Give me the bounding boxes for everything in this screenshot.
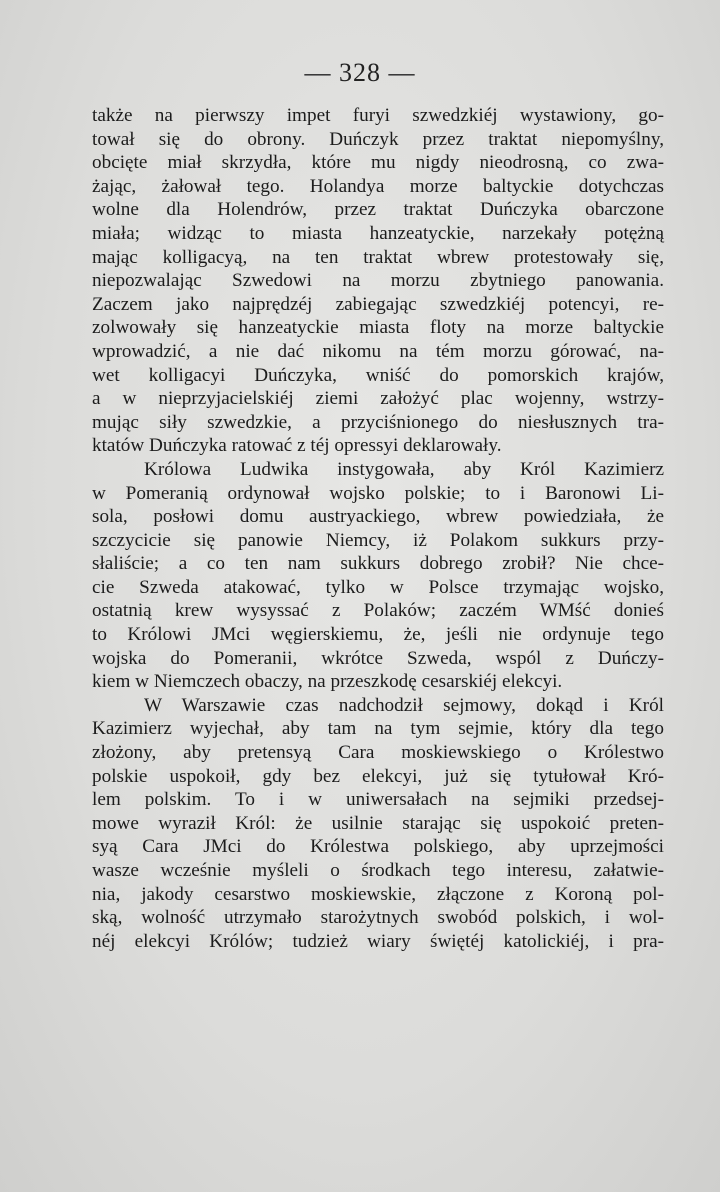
paragraph-2 xyxy=(92,458,664,694)
text-line: słaliście; a co ten nam sukkurs dobrego zrobił? Nie chce- xyxy=(92,553,664,575)
paragraph-3 xyxy=(92,694,664,954)
text-line: a w nieprzyjacielskiéj ziemi założyć plac wojenny, wstrzy- xyxy=(92,388,664,410)
text-line: mując siły szwedzkie, a przyciśnionego do niesłusznych tra- xyxy=(92,411,664,433)
text-line: mając kolligacyą, na ten traktat wbrew protestowały się, xyxy=(92,246,664,268)
text-line: ostatnią krew wysyssać z Polaków; zaczém WMść donieś xyxy=(92,600,664,622)
text-line: néj elekcyi Królów; tudzież wiary świętéj katolickiéj, i pra- xyxy=(92,930,664,952)
paragraph-1 xyxy=(92,104,664,458)
text-line: zolwowały się hanzeatyckie miasta floty na morze baltyckie xyxy=(92,317,664,339)
text-line: obcięte miał skrzydła, które mu nigdy nieodrosną, co zwa- xyxy=(92,152,664,174)
text-line: Królowa Ludwika instygowała, aby Król Kazimierz xyxy=(144,458,664,480)
text-line: wojska do Pomeranii, wkrótce Szweda, wspól z Duńczy- xyxy=(92,647,664,669)
text-line: ską, wolność utrzymało starożytnych swobód polskich, i wol- xyxy=(92,907,664,929)
text-line: niepozwalając Szwedowi na morzu zbytniego panowania. xyxy=(92,270,664,292)
text-line: kiem w Niemczech obaczy, na przeszkodę cesarskiéj elekcyi. xyxy=(92,671,563,693)
text-line: ktatów Duńczyka ratować z téj opressyi deklarowały. xyxy=(92,435,502,457)
text-line: lem polskim. To i w uniwersałach na sejmiki przedsej- xyxy=(92,789,664,811)
text-line: to Królowi JMci węgierskiemu, że, jeśli nie ordynuje tego xyxy=(92,624,664,646)
text-line: cie Szweda atakować, tylko w Polsce trzymając wojsko, xyxy=(92,576,664,598)
text-line: wprowadzić, a nie dać nikomu na tém morzu górować, na- xyxy=(92,340,664,362)
text-line: wasze wcześnie myśleli o środkach tego interesu, załatwie- xyxy=(92,860,664,881)
text-line: tował się do obrony. Duńczyk przez traktat niepomyślny, xyxy=(92,128,664,150)
text-line: sola, posłowi domu austryackiego, wbrew powiedziała, że xyxy=(92,506,664,528)
body-text xyxy=(92,104,664,953)
text-line: wolne dla Holendrów, przez traktat Duńczyka obarczone xyxy=(92,199,664,221)
text-line: mowe wyraził Król: że usilnie starając się uspokoić preten- xyxy=(92,812,664,834)
text-line: nia, jakody cesarstwo moskiewskie, złączone z Koroną pol- xyxy=(92,883,664,905)
text-line: wet kolligacyi Duńczyka, wniść do pomorskich krajów, xyxy=(92,364,664,386)
text-line: Kazimierz wyjechał, aby tam na tym sejmie, który dla tego xyxy=(92,718,664,740)
text-line: także na pierwszy impet furyi szwedzkiéj wystawiony, go- xyxy=(92,105,664,126)
text-line: szczycicie się panowie Niemcy, iż Polakom sukkurs przy- xyxy=(92,529,664,551)
text-line: miała; widząc to miasta hanzeatyckie, narzekały potężną xyxy=(92,222,664,244)
page-number: — 328 — xyxy=(304,58,416,87)
text-line: w Pomeranią ordynował wojsko polskie; to i Baronowi Li- xyxy=(92,482,664,504)
text-line: syą Cara JMci do Królestwa polskiego, aby uprzejmości xyxy=(92,836,664,858)
text-line: W Warszawie czas nadchodził sejmowy, dokąd i Król xyxy=(144,694,664,716)
text-line: żając, żałował tego. Holandya morze baltyckie dotychczas xyxy=(92,175,664,197)
text-line: Zaczem jako najprędzéj zabiegając szwedzkiéj potencyi, re- xyxy=(92,293,664,315)
text-line: polskie uspokoił, gdy bez elekcyi, już się tytułował Kró- xyxy=(92,765,664,787)
text-line: złożony, aby pretensyą Cara moskiewskiego o Królestwo xyxy=(92,742,664,764)
